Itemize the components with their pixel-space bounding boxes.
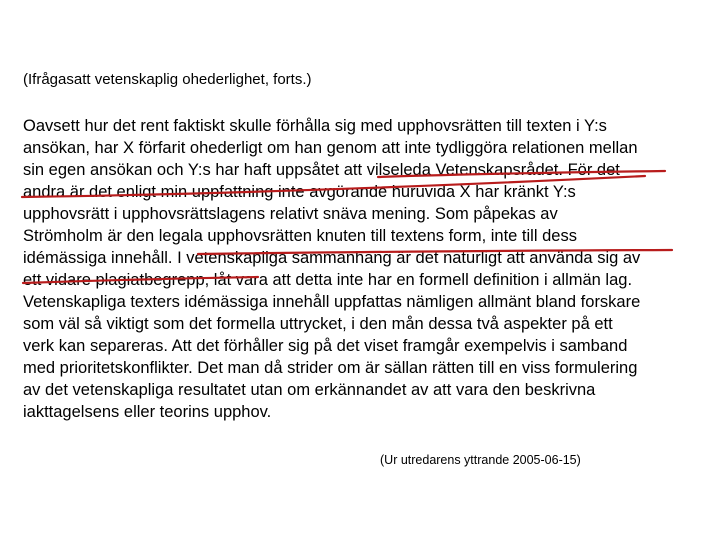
paragraph-line: av det vetenskapliga resultatet utan om erkännandet av att vara den beskrivna xyxy=(23,381,596,399)
paragraph-line: andra är det enligt min uppfattning inte avgörande huruvida X har kränkt Y:s xyxy=(23,183,576,201)
quoted-paragraph xyxy=(23,115,640,423)
source-citation: (Ur utredarens yttrande 2005-06-15) xyxy=(380,453,581,467)
paragraph-line: iakttagelsens eller teorins upphov. xyxy=(23,403,272,421)
paragraph-line: upphovsrätt i upphovsrättslagens relativt snäva mening. Som påpekas av xyxy=(23,205,558,223)
paragraph-line: verk kan separeras. Att det förhåller sig på det viset framgår exempelvis i samband xyxy=(23,337,628,355)
paragraph-line: ansökan, har X förfarit ohederligt om han genom att inte tydliggöra relationen mellan xyxy=(23,139,638,157)
paragraph-line: sin egen ansökan och Y:s har haft uppsåtet att vilseleda Vetenskapsrådet. För det xyxy=(23,161,620,179)
paragraph-line: Oavsett hur det rent faktiskt skulle förhålla sig med upphovsrätten till texten i Y:s xyxy=(23,117,607,135)
paragraph-line: med prioritetskonflikter. Det man då strider om är sällan rätten till en viss formulering xyxy=(23,359,638,377)
paragraph-line: ett vidare plagiatbegrepp, låt vara att detta inte har en formell definition i allmän lag. xyxy=(23,271,633,289)
paragraph-line: som väl så viktigt som det formella uttrycket, i den mån dessa två aspekter på ett xyxy=(23,315,613,333)
paragraph-line: Vetenskapliga texters idémässiga innehåll uppfattas nämligen allmänt bland forskare xyxy=(23,293,641,311)
paragraph-line: idémässiga innehåll. I vetenskapliga sammanhang är det naturligt att använda sig av xyxy=(23,249,641,267)
paragraph-line: Strömholm är den legala upphovsrätten knuten till textens form, inte till dess xyxy=(23,227,577,245)
slide-heading: (Ifrågasatt vetenskaplig ohederlighet, forts.) xyxy=(23,71,312,88)
